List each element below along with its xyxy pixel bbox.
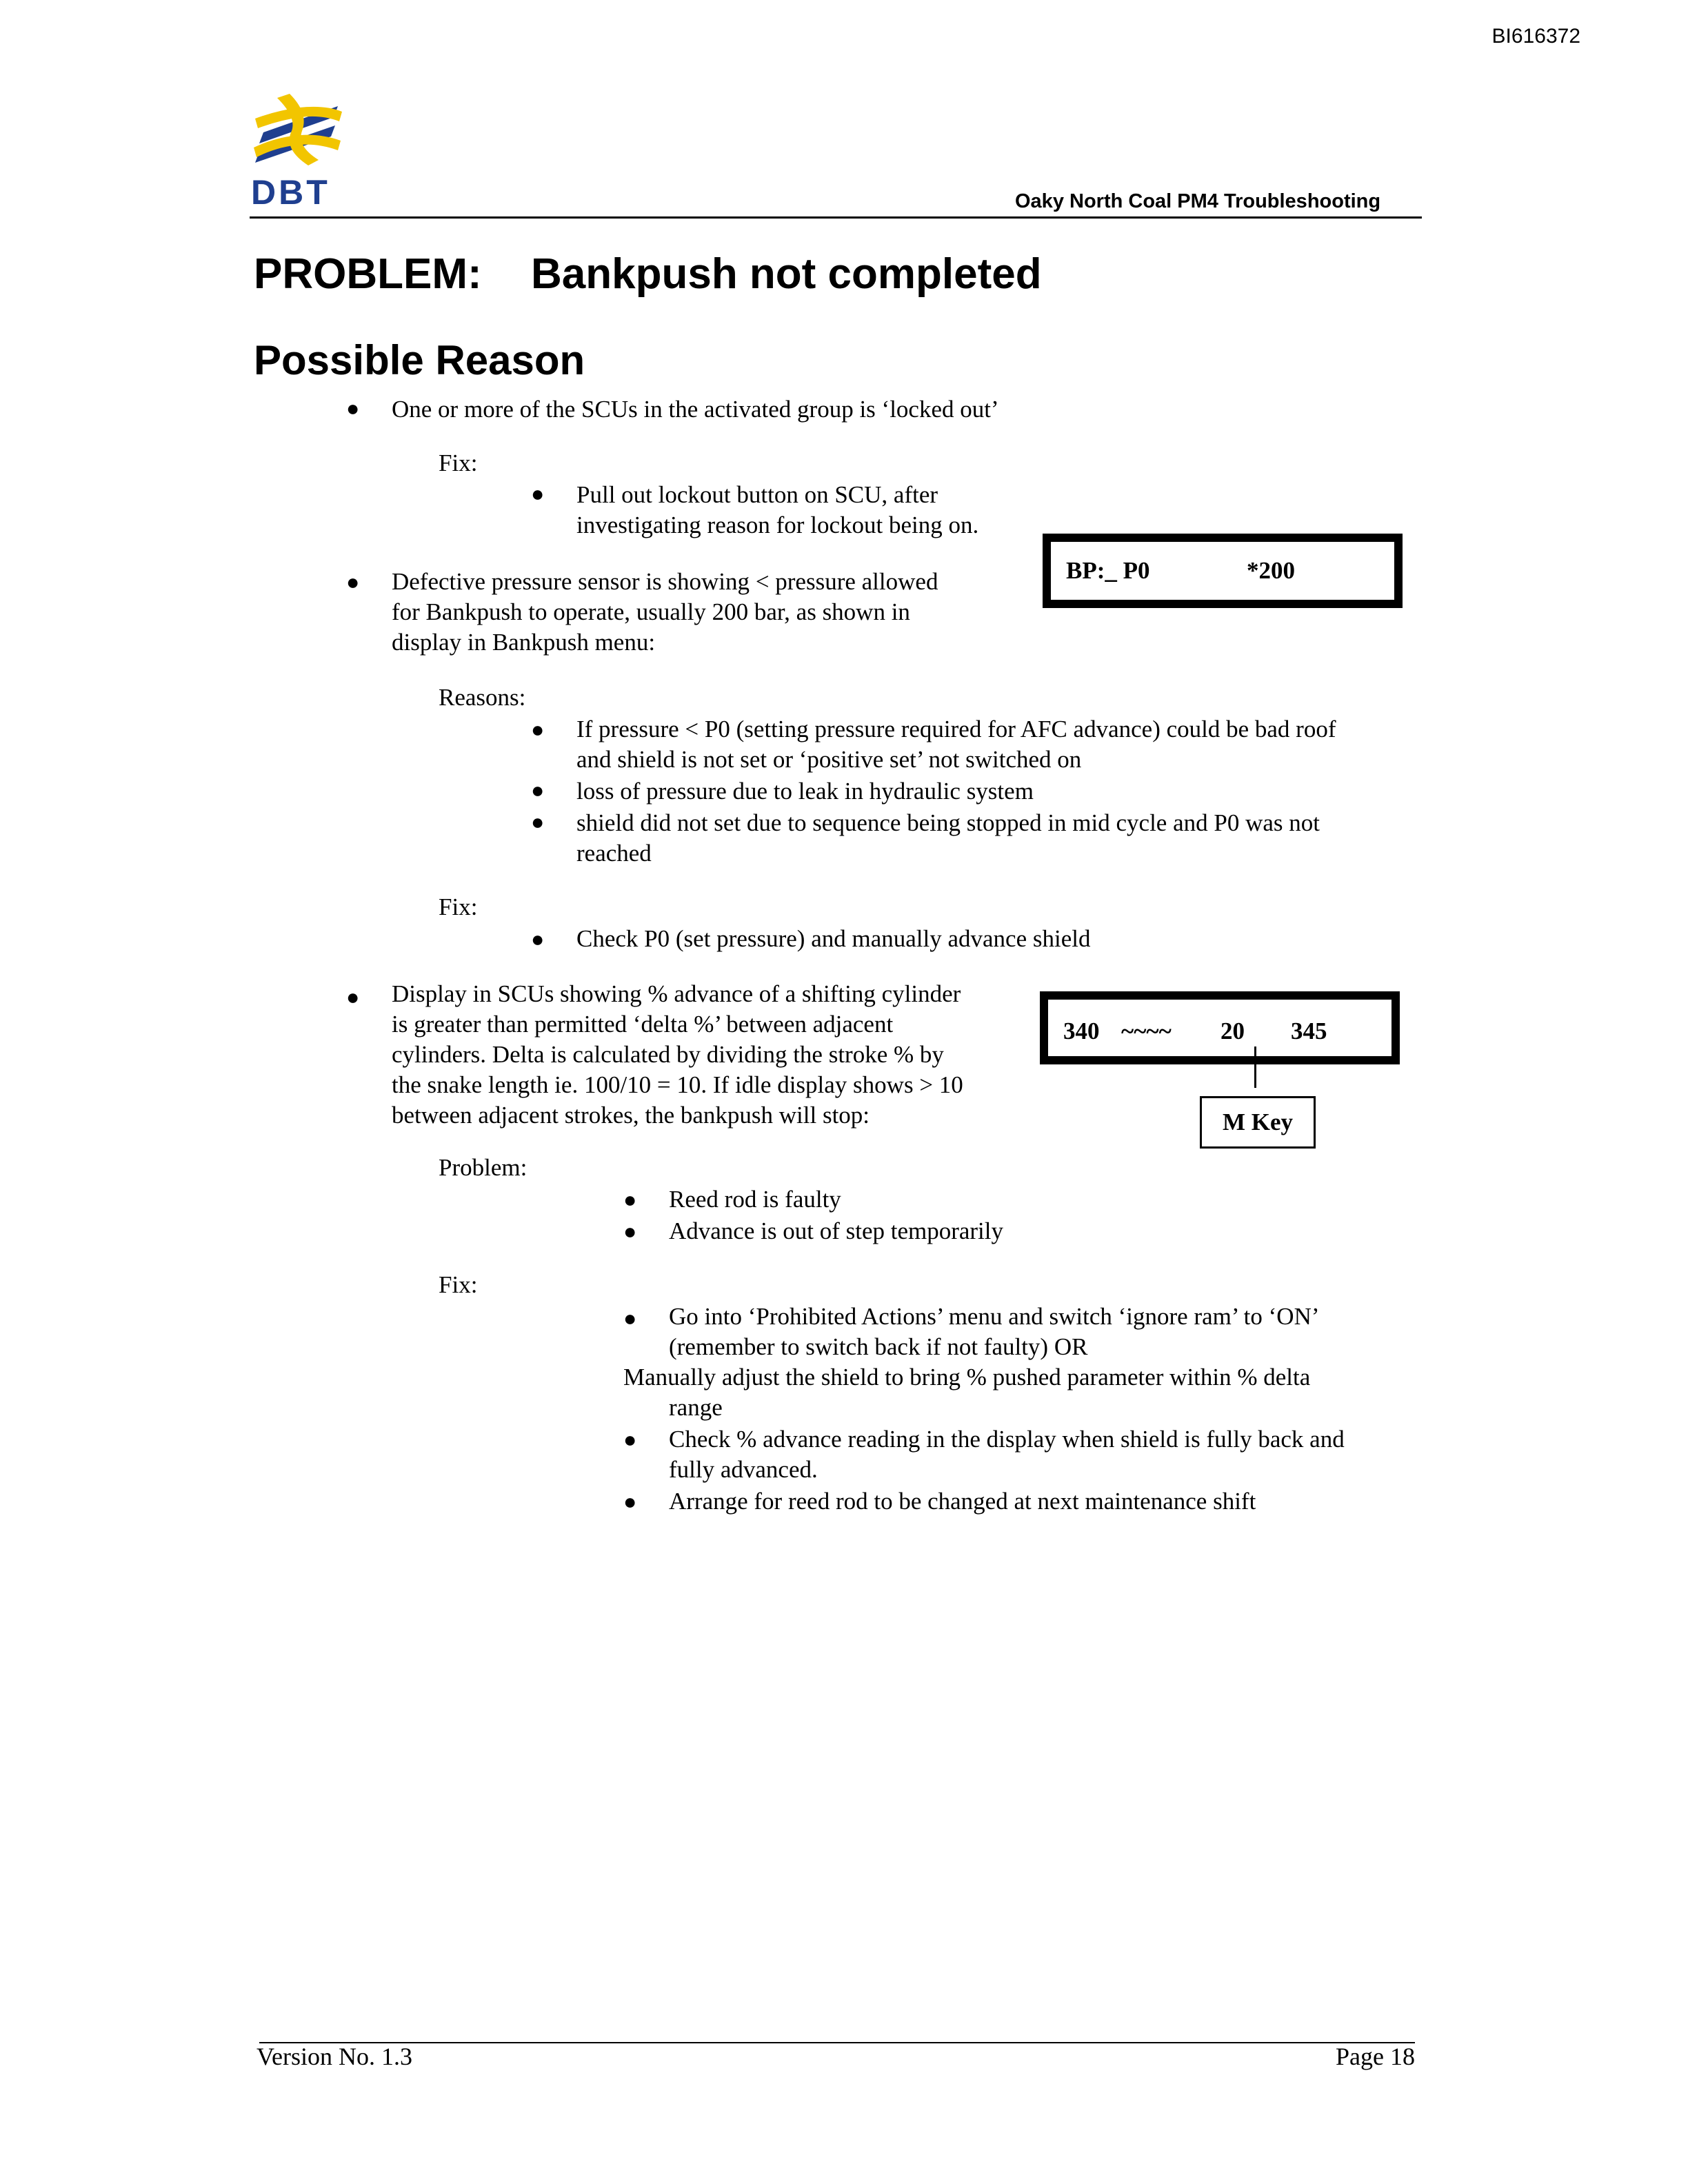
bullet-icon: ● [531,717,545,742]
fix-item: (remember to switch back if not faulty) OR [669,1333,1088,1360]
bullet-icon: ● [346,396,360,421]
bullet-icon: ● [531,809,545,834]
reasons-label: Reasons: [439,684,526,711]
header-rule [250,216,1422,219]
dbt-logo [250,91,346,215]
reason-item: and shield is not set or ‘positive set’ not switched on [576,746,1082,773]
reason3-problem-label: Problem: [439,1154,528,1181]
problem-item: Reed rod is faulty [669,1186,841,1213]
reason3-line: between adjacent strokes, the bankpush will stop: [392,1102,870,1129]
bankpush-display [1043,534,1403,608]
m-key-box [1200,1096,1316,1149]
document-id: BI616372 [1491,25,1580,48]
reason3-line: is greater than permitted ‘delta %’ between adjacent [392,1011,894,1038]
fix-item: range [669,1394,723,1421]
reason3-line: cylinders. Delta is calculated by dividing the stroke % by [392,1041,944,1068]
reason3-fix-label: Fix: [439,1271,478,1298]
bullet-icon: ● [531,927,545,951]
display-value: ~~~~ [1121,1018,1172,1044]
reason1-fix-line: Pull out lockout button on SCU, after [576,481,938,508]
bullet-icon: ● [346,984,360,1009]
bullet-icon: ● [623,1489,637,1514]
bullet-icon: ● [623,1187,637,1212]
header-title: Oaky North Coal PM4 Troubleshooting [1015,190,1381,212]
reason1-text: One or more of the SCUs in the activated group is ‘locked out’ [392,396,999,423]
bullet-icon: ● [346,569,360,594]
bullet-icon: ● [623,1427,637,1452]
reason2-fix: Check P0 (set pressure) and manually advance shield [576,925,1091,952]
reason2-line: Defective pressure sensor is showing < pressure allowed [392,568,938,595]
fix-item: Manually adjust the shield to bring % pushed parameter within % delta [623,1364,1311,1391]
fix-item: fully advanced. [669,1456,818,1483]
bullet-icon: ● [531,481,545,506]
reason1-fix-label: Fix: [439,449,478,476]
footer-page-number: Page 18 [1336,2043,1415,2070]
key-connector [1254,1046,1256,1088]
bullet-icon: ● [531,778,545,802]
footer-rule [259,2042,1415,2043]
problem-label: PROBLEM: [254,250,482,298]
display-value: 20 [1220,1018,1245,1044]
problem-item: Advance is out of step temporarily [669,1217,1004,1244]
reason3-line: the snake length ie. 100/10 = 10. If idle display shows > 10 [392,1071,963,1098]
reason1-fix-line: investigating reason for lockout being on. [576,512,979,538]
scu-display [1040,991,1400,1064]
display-value: 345 [1291,1018,1327,1044]
logo-text: DBT [251,173,330,212]
display-bp-label: BP:_ P0 [1066,557,1150,584]
bullet-icon: ● [623,1306,637,1331]
fix-item: Check % advance reading in the display when shield is fully back and [669,1426,1345,1453]
reason-item: reached [576,840,652,867]
dbt-logo-icon [250,91,346,167]
reason2-line: for Bankpush to operate, usually 200 bar, as shown in [392,598,910,625]
problem-title: Bankpush not completed [531,250,1042,298]
reason2-fix-label: Fix: [439,893,478,920]
display-value: 340 [1063,1018,1100,1044]
bullet-icon: ● [623,1219,637,1244]
footer-version: Version No. 1.3 [257,2043,412,2070]
display-pressure-value: *200 [1247,557,1295,584]
reason-item: If pressure < P0 (setting pressure required for AFC advance) could be bad roof [576,716,1336,742]
section-heading: Possible Reason [254,337,585,383]
reason-item: loss of pressure due to leak in hydraulic system [576,778,1034,805]
reason3-line: Display in SCUs showing % advance of a shifting cylinder [392,980,961,1007]
reason-item: shield did not set due to sequence being stopped in mid cycle and P0 was not [576,809,1320,836]
fix-item: Go into ‘Prohibited Actions’ menu and switch ‘ignore ram’ to ‘ON’ [669,1303,1320,1330]
fix-item: Arrange for reed rod to be changed at next maintenance shift [669,1488,1256,1515]
m-key-label: M Key [1222,1109,1294,1135]
reason2-line: display in Bankpush menu: [392,629,656,656]
